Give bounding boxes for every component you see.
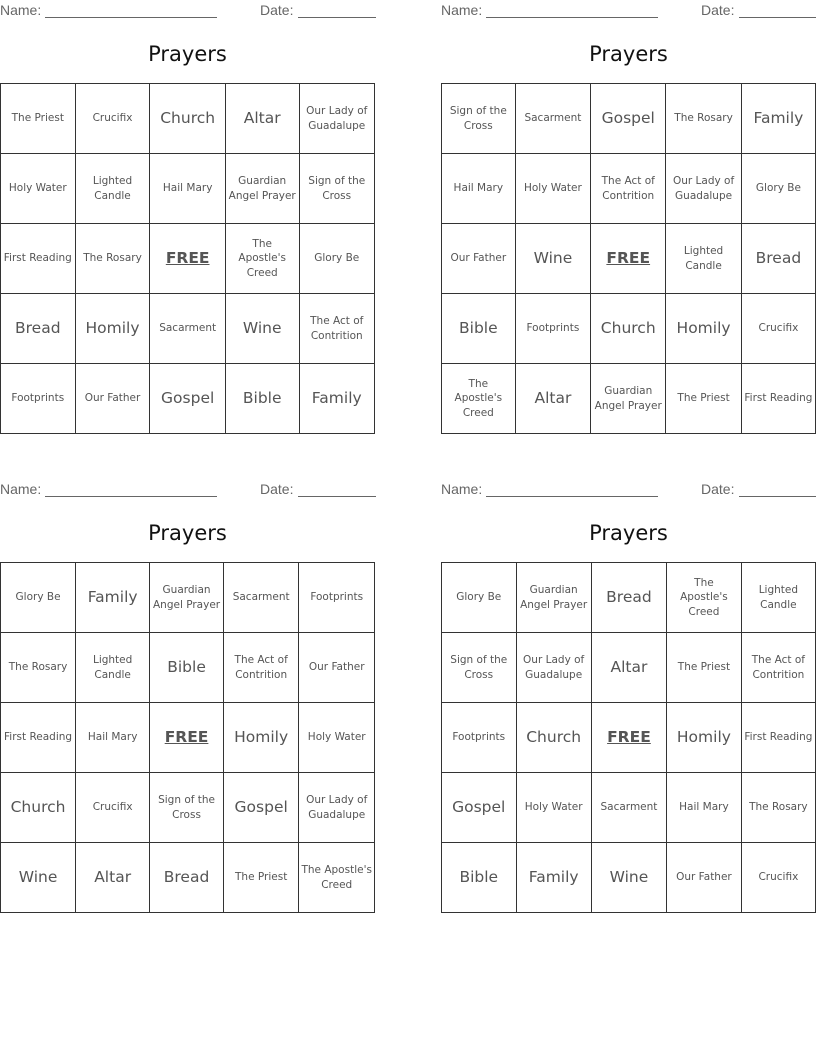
bingo-cell: Sign of the Cross xyxy=(150,773,224,843)
bingo-cell: Wine xyxy=(591,843,666,913)
name-label: Name: xyxy=(0,481,42,497)
bingo-cell: Homily xyxy=(666,294,742,364)
bingo-card-1 xyxy=(0,0,375,408)
bingo-cell: Church xyxy=(516,703,591,773)
name-blank xyxy=(486,17,658,18)
date-label: Date: xyxy=(701,481,735,497)
bingo-cell: Sacarment xyxy=(591,773,666,843)
bingo-card-2 xyxy=(441,0,816,419)
name-blank xyxy=(486,496,658,497)
bingo-cell: Holy Water xyxy=(1,154,76,224)
bingo-cell: Church xyxy=(150,84,225,154)
date-blank xyxy=(298,17,376,18)
bingo-cell: The Rosary xyxy=(741,773,815,843)
bingo-cell: Crucifix xyxy=(76,773,150,843)
free-space: FREE xyxy=(591,224,666,294)
bingo-cell: The Act of Contrition xyxy=(299,294,375,364)
bingo-cell: Hail Mary xyxy=(76,703,150,773)
bingo-cell: Guardian Angel Prayer xyxy=(225,154,299,224)
bingo-cell: Wine xyxy=(225,294,299,364)
bingo-cell: Sacarment xyxy=(150,294,225,364)
bingo-cell: The Rosary xyxy=(666,84,742,154)
bingo-cell: First Reading xyxy=(1,703,76,773)
bingo-cell: Glory Be xyxy=(299,224,375,294)
free-space: FREE xyxy=(591,703,666,773)
bingo-cell: Hail Mary xyxy=(150,154,225,224)
bingo-cell: Homily xyxy=(75,294,150,364)
bingo-cell: Footprints xyxy=(1,364,76,434)
bingo-cell: Bread xyxy=(591,563,666,633)
bingo-cell: Family xyxy=(741,84,815,154)
bingo-cell: The Apostle's Creed xyxy=(225,224,299,294)
card-title: Prayers xyxy=(148,521,227,545)
bingo-cell: The Priest xyxy=(223,843,299,913)
bingo-cell: Our Father xyxy=(667,843,742,913)
bingo-cell: Guardian Angel Prayer xyxy=(516,563,591,633)
bingo-cell: Wine xyxy=(515,224,591,294)
name-label: Name: xyxy=(441,2,483,18)
bingo-grid xyxy=(441,83,816,434)
bingo-cell: Sacarment xyxy=(223,563,299,633)
bingo-cell: Altar xyxy=(591,633,666,703)
bingo-cell: Hail Mary xyxy=(442,154,516,224)
date-blank xyxy=(739,496,816,497)
bingo-cell: The Act of Contrition xyxy=(223,633,299,703)
bingo-cell: Church xyxy=(591,294,666,364)
bingo-cell: Lighted Candle xyxy=(666,224,742,294)
bingo-cell: Glory Be xyxy=(1,563,76,633)
bingo-cell: Sign of the Cross xyxy=(442,633,517,703)
bingo-cell: Lighted Candle xyxy=(741,563,815,633)
bingo-cell: Wine xyxy=(1,843,76,913)
free-space: FREE xyxy=(150,224,225,294)
name-label: Name: xyxy=(0,2,42,18)
card-title: Prayers xyxy=(589,42,668,66)
bingo-cell: Footprints xyxy=(442,703,517,773)
date-blank xyxy=(298,496,376,497)
bingo-cell: Family xyxy=(76,563,150,633)
bingo-cell: Family xyxy=(516,843,591,913)
bingo-cell: Bible xyxy=(225,364,299,434)
bingo-cell: First Reading xyxy=(741,364,815,434)
card-header xyxy=(441,479,816,501)
bingo-cell: Our Father xyxy=(75,364,150,434)
bingo-cell: Altar xyxy=(225,84,299,154)
bingo-cell: Gospel xyxy=(591,84,666,154)
bingo-cell: The Priest xyxy=(666,364,742,434)
bingo-card-4 xyxy=(441,479,816,887)
card-header xyxy=(0,479,375,501)
bingo-cell: Church xyxy=(1,773,76,843)
bingo-cell: Bible xyxy=(442,294,516,364)
bingo-cell: Altar xyxy=(76,843,150,913)
bingo-cell: First Reading xyxy=(1,224,76,294)
bingo-cell: Holy Water xyxy=(299,703,375,773)
card-title: Prayers xyxy=(148,42,227,66)
bingo-cell: Our Lady of Guadalupe xyxy=(299,84,375,154)
bingo-cell: Lighted Candle xyxy=(75,154,150,224)
bingo-grid xyxy=(441,562,816,913)
bingo-cell: Guardian Angel Prayer xyxy=(150,563,224,633)
bingo-cell: The Rosary xyxy=(75,224,150,294)
name-label: Name: xyxy=(441,481,483,497)
bingo-cell: Our Father xyxy=(442,224,516,294)
bingo-cell: The Priest xyxy=(1,84,76,154)
bingo-cell: Our Lady of Guadalupe xyxy=(666,154,742,224)
bingo-cell: Lighted Candle xyxy=(76,633,150,703)
bingo-cell: The Rosary xyxy=(1,633,76,703)
bingo-cell: Glory Be xyxy=(741,154,815,224)
bingo-cell: Glory Be xyxy=(442,563,517,633)
date-label: Date: xyxy=(260,2,294,18)
bingo-cell: Homily xyxy=(667,703,742,773)
bingo-cell: Crucifix xyxy=(741,843,815,913)
bingo-cell: The Apostle's Creed xyxy=(299,843,375,913)
name-blank xyxy=(45,496,217,497)
bingo-cell: Bible xyxy=(150,633,224,703)
bingo-grid xyxy=(0,83,375,434)
bingo-cell: Sacarment xyxy=(515,84,591,154)
bingo-cell: The Priest xyxy=(667,633,742,703)
bingo-cell: Gospel xyxy=(150,364,225,434)
bingo-cell: Holy Water xyxy=(515,154,591,224)
bingo-card-3 xyxy=(0,479,375,891)
bingo-cell: Hail Mary xyxy=(667,773,742,843)
free-space: FREE xyxy=(150,703,224,773)
bingo-cell: Bread xyxy=(1,294,76,364)
card-header xyxy=(441,0,816,22)
bingo-cell: Footprints xyxy=(515,294,591,364)
date-label: Date: xyxy=(701,2,735,18)
bingo-cell: Bread xyxy=(741,224,815,294)
bingo-cell: Footprints xyxy=(299,563,375,633)
bingo-cell: Bible xyxy=(442,843,517,913)
bingo-cell: The Act of Contrition xyxy=(741,633,815,703)
bingo-cell: Our Father xyxy=(299,633,375,703)
bingo-cell: First Reading xyxy=(741,703,815,773)
bingo-cell: Bread xyxy=(150,843,224,913)
bingo-cell: Our Lady of Guadalupe xyxy=(299,773,375,843)
card-header xyxy=(0,0,375,22)
bingo-cell: Guardian Angel Prayer xyxy=(591,364,666,434)
bingo-cell: The Apostle's Creed xyxy=(442,364,516,434)
bingo-cell: Holy Water xyxy=(516,773,591,843)
bingo-cell: Our Lady of Guadalupe xyxy=(516,633,591,703)
bingo-cell: Sign of the Cross xyxy=(299,154,375,224)
bingo-cell: Altar xyxy=(515,364,591,434)
bingo-cell: Crucifix xyxy=(75,84,150,154)
date-blank xyxy=(739,17,816,18)
bingo-cell: Sign of the Cross xyxy=(442,84,516,154)
bingo-cell: Family xyxy=(299,364,375,434)
bingo-cell: Gospel xyxy=(223,773,299,843)
card-title: Prayers xyxy=(589,521,668,545)
bingo-cell: The Apostle's Creed xyxy=(667,563,742,633)
name-blank xyxy=(45,17,217,18)
bingo-grid xyxy=(0,562,375,913)
bingo-cell: Gospel xyxy=(442,773,517,843)
bingo-cell: Crucifix xyxy=(741,294,815,364)
bingo-cell: The Act of Contrition xyxy=(591,154,666,224)
date-label: Date: xyxy=(260,481,294,497)
bingo-cell: Homily xyxy=(223,703,299,773)
